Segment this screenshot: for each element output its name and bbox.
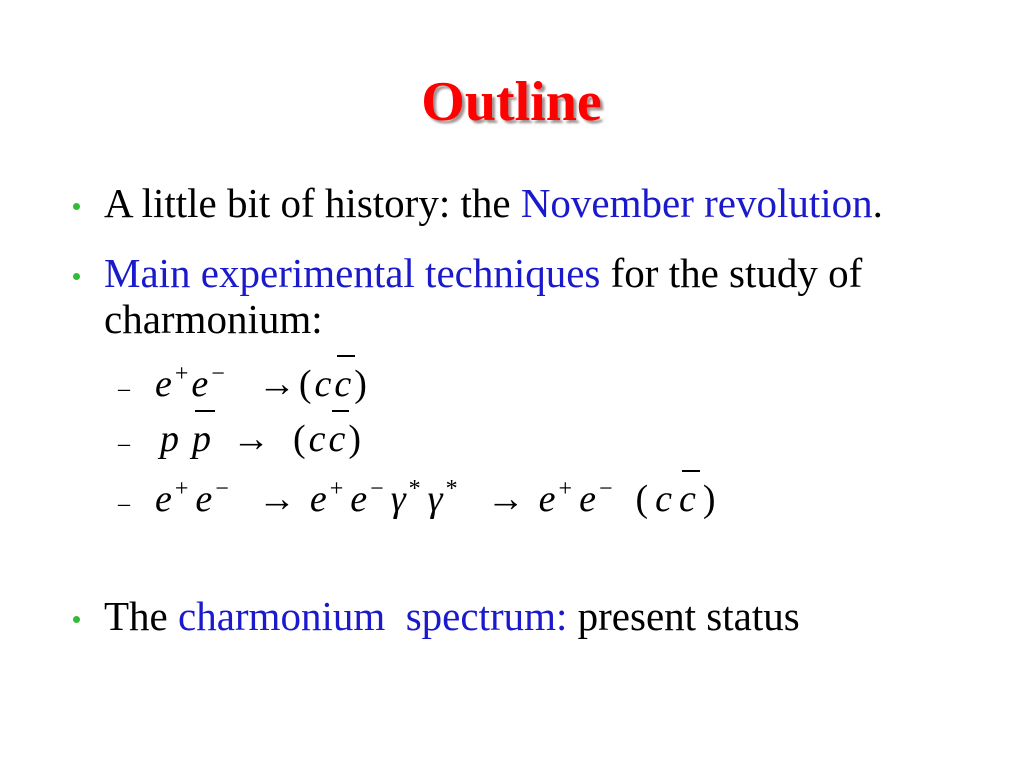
math-variable (155, 361, 188, 412)
token-symbol: c (655, 478, 673, 520)
open-paren (293, 416, 306, 462)
token-symbol: e (155, 478, 172, 520)
token-symbol: p (192, 418, 211, 460)
sub-bullet-dash: – (118, 431, 130, 457)
overline-bar (682, 470, 700, 472)
superscript: − (211, 361, 225, 387)
token-symbol: c (679, 478, 696, 520)
token-symbol: → (486, 478, 525, 520)
bullet-text: A little bit of history: the (104, 180, 521, 226)
superscript: − (215, 476, 229, 502)
arrow-symbol (258, 476, 296, 522)
bullet-item-history (104, 180, 924, 226)
arrow-symbol (258, 361, 296, 407)
bullet-text: The (104, 593, 178, 639)
arrow-symbol (232, 416, 270, 462)
token-symbol: e (155, 363, 172, 405)
superscript: * (408, 476, 421, 502)
math-variable (655, 476, 672, 522)
token-symbol: e (195, 478, 213, 520)
superscript: + (174, 361, 189, 387)
token-symbol: e (579, 478, 596, 520)
bullet-icon (73, 203, 80, 210)
equation-item (118, 361, 370, 412)
equation (155, 418, 364, 460)
token-symbol: → (232, 418, 270, 460)
math-variable (155, 476, 188, 527)
token-symbol: ( (293, 418, 306, 460)
bullet-highlight-text: charmonium spectrum: (178, 593, 568, 639)
token-symbol: ) (354, 363, 367, 405)
math-variable (679, 476, 696, 522)
bullet-highlight-text: Main experimental techniques (104, 250, 601, 296)
superscript: − (370, 476, 384, 502)
math-variable (539, 476, 572, 527)
equation-item (118, 476, 723, 527)
token-symbol: c (334, 363, 352, 405)
superscript: + (329, 476, 344, 502)
token-symbol: c (328, 418, 346, 460)
bullet-text: present status (567, 593, 800, 639)
overline-bar (332, 410, 350, 412)
open-paren (636, 476, 649, 522)
math-variable (350, 476, 383, 527)
token-symbol: → (257, 478, 296, 520)
superscript: * (445, 476, 458, 502)
overline-bar (195, 410, 215, 412)
math-variable (192, 416, 211, 462)
math-variable (334, 361, 351, 407)
overline-bar (337, 355, 355, 357)
arrow-symbol (487, 476, 525, 522)
bullet-text: . (872, 180, 883, 226)
token-symbol: e (350, 478, 368, 520)
token-symbol: γ (390, 478, 406, 520)
token-symbol: ( (635, 478, 649, 520)
bullet-text: for the study of charmonium: (104, 250, 873, 342)
token-symbol: c (308, 418, 326, 460)
superscript: − (598, 476, 613, 502)
equation (155, 363, 370, 405)
close-paren (348, 416, 361, 462)
bullet-item-spectrum (104, 593, 924, 639)
close-paren (703, 476, 716, 522)
math-variable (309, 416, 326, 462)
superscript: + (174, 476, 189, 502)
token-symbol: γ (427, 478, 443, 520)
math-variable (160, 416, 179, 462)
token-symbol: → (257, 363, 296, 405)
math-variable (191, 361, 224, 412)
math-variable (329, 416, 346, 462)
token-symbol: e (309, 478, 327, 520)
token-symbol: e (538, 478, 556, 520)
math-variable (315, 361, 332, 407)
bullet-item-techniques (104, 250, 924, 342)
close-paren (354, 361, 367, 407)
sub-bullet-dash: – (118, 376, 130, 402)
token-symbol: p (160, 418, 179, 460)
sub-bullet-dash: – (118, 491, 130, 517)
math-variable (391, 476, 421, 527)
equation (155, 478, 723, 520)
math-variable (195, 476, 228, 527)
math-variable (579, 476, 612, 527)
token-symbol: ) (348, 418, 362, 460)
math-variable (428, 476, 458, 527)
bullet-icon (73, 616, 80, 623)
token-symbol: ( (298, 363, 312, 405)
bullet-highlight-text: November revolution (520, 180, 873, 226)
token-symbol: ) (702, 478, 716, 520)
token-symbol: e (191, 363, 209, 405)
slide-title: Outline (421, 71, 602, 133)
math-variable (310, 476, 343, 527)
open-paren (299, 361, 312, 407)
superscript: + (558, 476, 573, 502)
bullet-icon (73, 273, 80, 280)
token-symbol: c (314, 363, 332, 405)
equation-item (118, 416, 364, 467)
